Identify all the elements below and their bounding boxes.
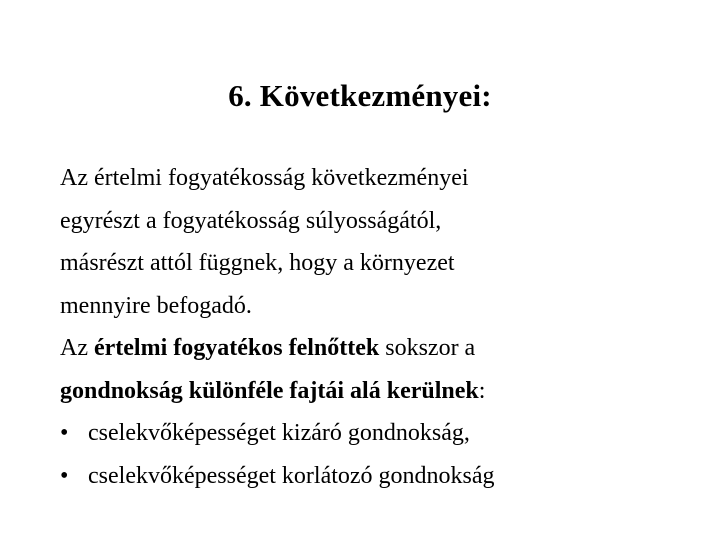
paragraph2-line2 bbox=[60, 370, 700, 413]
bullet-item bbox=[60, 455, 700, 498]
paragraph2-suffix: sokszor a bbox=[379, 335, 476, 361]
bullet-text: cselekvőképességet korlátozó gondnokság bbox=[88, 462, 495, 489]
paragraph-line: egyrészt a fogyatékosság súlyosságától, bbox=[60, 207, 442, 234]
bullet-text: cselekvőképességet kizáró gondnokság, bbox=[88, 420, 470, 446]
paragraph2-line1 bbox=[60, 327, 700, 370]
paragraph2-bold-phrase-2: gondnokság különféle fajtái alá kerülnek bbox=[60, 377, 479, 404]
slide-title: 6. Következményei: bbox=[228, 78, 492, 113]
paragraph-line: Az értelmi fogyatékosság következményei bbox=[60, 165, 469, 191]
paragraph2-bold-phrase: értelmi fogyatékos felnőttek bbox=[93, 335, 380, 361]
bullet-item bbox=[60, 412, 700, 455]
paragraph-line: mennyire befogadó. bbox=[60, 292, 252, 319]
bullet-icon: • bbox=[60, 462, 69, 489]
paragraph2-prefix: Az bbox=[60, 335, 94, 361]
slide-body bbox=[60, 157, 700, 497]
paragraph2-colon: : bbox=[478, 377, 486, 404]
bullet-icon: • bbox=[60, 420, 69, 446]
paragraph-line: másrészt attól függnek, hogy a környezet bbox=[60, 250, 455, 276]
